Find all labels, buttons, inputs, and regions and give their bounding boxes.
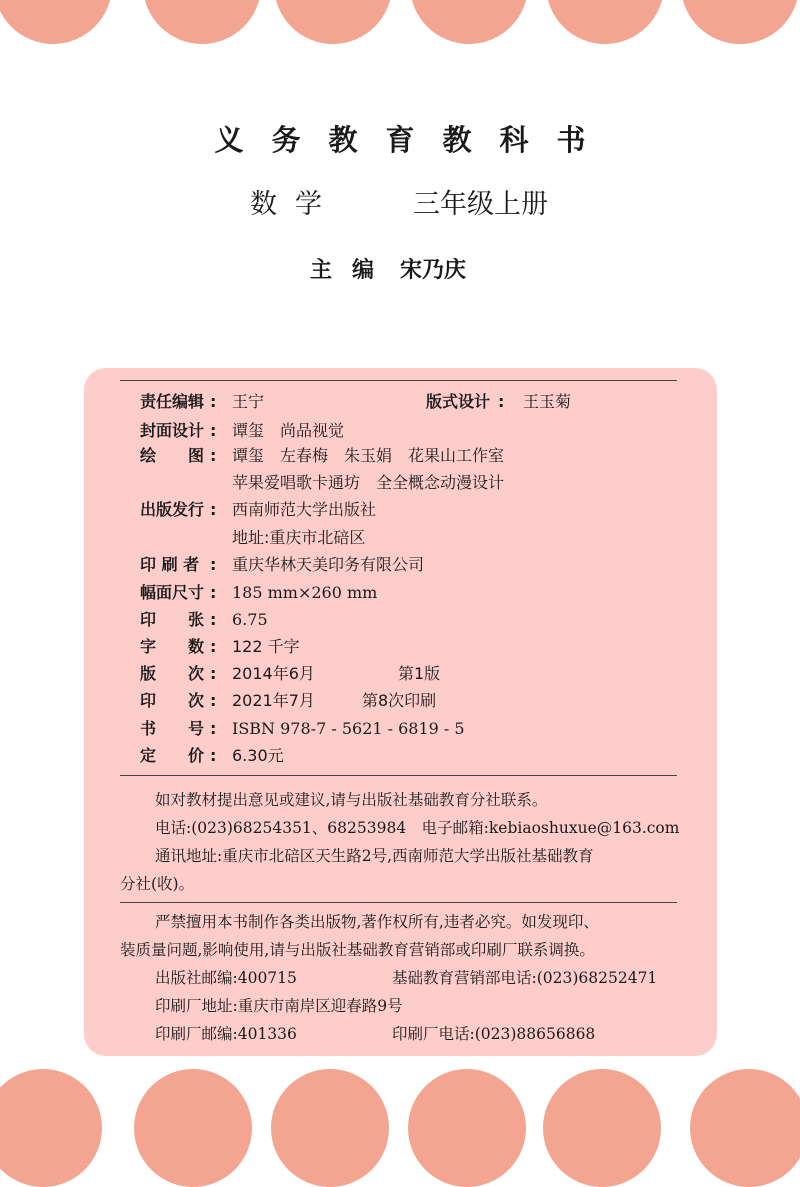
decorative-dot xyxy=(410,0,528,44)
credit-label: 绘 图 xyxy=(140,446,205,465)
divider xyxy=(120,775,677,776)
colon: : xyxy=(498,392,505,411)
credit-value: 西南师范大学出版社 xyxy=(232,500,377,519)
contact-line: 如对教材提出意见或建议,请与出版社基础教育分社联系。 xyxy=(155,791,548,809)
decorative-dot xyxy=(690,1069,800,1187)
publisher-postcode: 出版社邮编:400715 xyxy=(155,969,297,987)
decorative-dot xyxy=(546,0,664,44)
credit-label: 版式设计 xyxy=(426,392,491,411)
printer-postcode: 印刷厂邮编:401336 xyxy=(155,1025,297,1043)
credit-value: ISBN 978-7 - 5621 - 6819 - 5 xyxy=(232,719,465,738)
colon: : xyxy=(210,555,217,574)
credit-label: 定 价 xyxy=(140,746,205,765)
credit-label: 幅面尺寸 xyxy=(140,583,205,602)
decorative-dot xyxy=(134,1069,252,1187)
credit-label: 字 数 xyxy=(140,637,205,656)
divider xyxy=(120,380,677,381)
decorative-dot xyxy=(274,0,392,44)
colon: : xyxy=(210,637,217,656)
credit-value: 谭玺 尚品视觉 xyxy=(232,421,345,440)
colon: : xyxy=(210,610,217,629)
contact-line: 通讯地址:重庆市北碚区天生路2号,西南师范大学出版社基础教育 xyxy=(155,847,594,865)
printer-phone: 印刷厂电话:(023)88656868 xyxy=(392,1025,596,1043)
chief-editor-name: 宋乃庆 xyxy=(400,257,467,283)
printer-address: 印刷厂地址:重庆市南岸区迎春路9号 xyxy=(155,997,403,1015)
colon: : xyxy=(210,392,217,411)
contact-line: 电话:(023)68254351、68253984 电子邮箱:kebiaoshuxue@163.com xyxy=(155,819,680,837)
colon: : xyxy=(210,500,217,519)
grade: 三年级上册 xyxy=(413,189,548,220)
credit-value: 2014年6月 xyxy=(232,664,315,683)
credit-value: 地址:重庆市北碚区 xyxy=(232,528,366,547)
decorative-dot xyxy=(543,1069,661,1187)
credit-value: 苹果爱唱歌卡通坊 全全概念动漫设计 xyxy=(232,473,505,492)
credit-value: 185 mm×260 mm xyxy=(232,583,378,602)
credit-label: 出版发行 xyxy=(140,500,205,519)
credit-label: 责任编辑 xyxy=(140,392,205,411)
credit-label: 印 张 xyxy=(140,610,205,629)
credit-label: 版 次 xyxy=(140,664,205,683)
series-title: 义务教育教科书 xyxy=(214,123,614,157)
colon: : xyxy=(210,421,217,440)
credit-value: 2021年7月 xyxy=(232,691,315,710)
colon: : xyxy=(210,664,217,683)
colon: : xyxy=(210,691,217,710)
colon: : xyxy=(210,746,217,765)
credit-value: 王宁 xyxy=(232,392,265,411)
credit-value: 第1版 xyxy=(398,664,441,683)
decorative-dot xyxy=(0,0,112,44)
credit-value: 122 千字 xyxy=(232,637,300,656)
colon: : xyxy=(210,719,217,738)
credit-label: 书 号 xyxy=(140,719,205,738)
credit-value: 第8次印刷 xyxy=(362,691,437,710)
decorative-dot xyxy=(408,1069,526,1187)
credit-value: 王玉菊 xyxy=(523,392,572,411)
credit-value: 6.75 xyxy=(232,610,268,629)
sales-phone: 基础教育营销部电话:(023)68252471 xyxy=(392,969,658,987)
credit-value: 谭玺 左春梅 朱玉娟 花果山工作室 xyxy=(232,446,505,465)
contact-line: 分社(收)。 xyxy=(120,875,195,893)
credit-value: 重庆华林天美印务有限公司 xyxy=(232,555,425,574)
chief-editor xyxy=(310,253,466,284)
decorative-dot xyxy=(271,1069,389,1187)
subject-grade-title xyxy=(250,182,548,221)
decorative-dot xyxy=(143,0,261,44)
decorative-dot xyxy=(681,0,799,44)
credit-label: 印 次 xyxy=(140,691,205,710)
colon: : xyxy=(210,446,217,465)
notice-line: 装质量问题,影响使用,请与出版社基础教育营销部或印刷厂联系调换。 xyxy=(120,941,595,959)
chief-editor-label: 主编 xyxy=(310,257,395,283)
notice-line: 严禁擅用本书制作各类出版物,著作权所有,违者必究。如发现印、 xyxy=(155,913,599,931)
credit-label: 印 刷 者 xyxy=(140,555,200,574)
subject: 数学 xyxy=(250,189,340,220)
divider xyxy=(120,902,677,903)
credit-label: 封面设计 xyxy=(140,421,205,440)
credit-value: 6.30元 xyxy=(232,746,284,765)
colon: : xyxy=(210,583,217,602)
decorative-dot xyxy=(0,1069,102,1187)
